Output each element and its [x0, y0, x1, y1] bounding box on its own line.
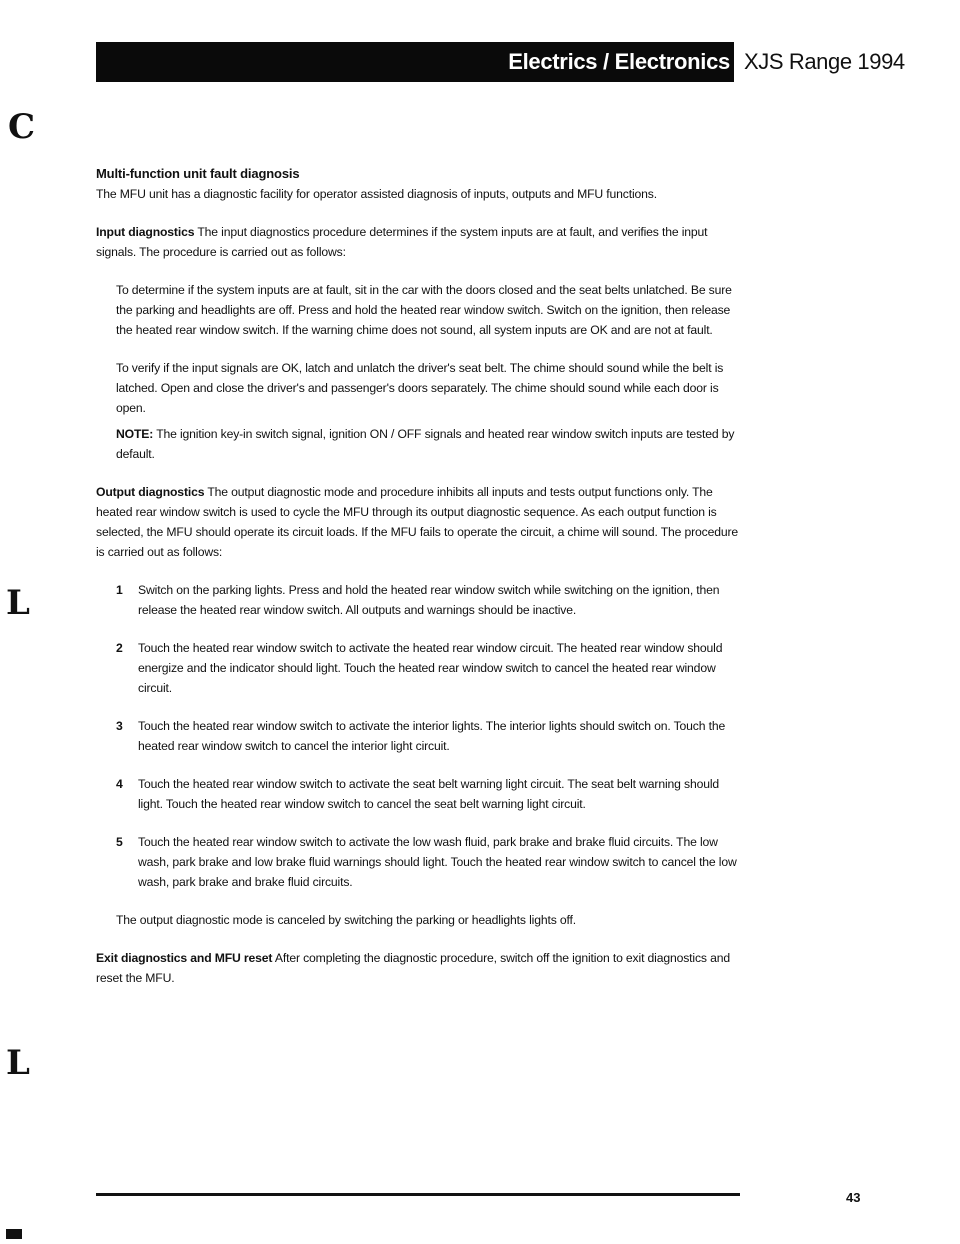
step-item [96, 638, 746, 698]
step-number: 3 [116, 719, 123, 733]
page-heading: Multi-function unit fault diagnosis [96, 166, 300, 181]
footer-rule [96, 1193, 740, 1196]
input-diagnostics-paragraph [96, 222, 746, 262]
step-text: Touch the heated rear window switch to activate the seat belt warning light circuit. The seat belt warning should light. Touch the heated rear window switch to cancel the seat belt warning light circuit. [138, 777, 720, 811]
step-text: Touch the heated rear window switch to activate the heated rear window circuit. The heated rear window should energize and the indicator should light. Touch the heated rear window switch to cancel the heated rear window circuit. [138, 641, 723, 695]
document-title: XJS Range 1994 [744, 49, 905, 74]
note-text: The ignition key-in switch signal, ignition ON / OFF signals and heated rear window switch inputs are tested by default. [116, 427, 735, 461]
step-item [96, 774, 746, 814]
page-content [96, 164, 746, 988]
input-diagnostics-lead: Input diagnostics [96, 225, 195, 239]
step-item [96, 580, 746, 620]
exit-diagnostics-lead: Exit diagnostics and MFU reset [96, 951, 273, 965]
step-text: Touch the heated rear window switch to activate the low wash fluid, park brake and brake fluid circuits. The low wash, park brake and low brake fluid warnings should light. Touch the heated rear window switch to cancel the low wash, park brake and brake fluid circuits. [138, 835, 737, 889]
binder-mark-bottom: L [6, 1043, 30, 1083]
input-paragraph-2: To verify if the input signals are OK, latch and unlatch the driver's seat belt. The chime should sound while the belt is latched. Open and close the driver's and passenger's doors separately. The chime should sound while each door is open. [116, 361, 724, 415]
input-diagnostics-text: The input diagnostics procedure determines if the system inputs are at fault, and verifies the input signals. The procedure is carried out as follows: [96, 225, 708, 259]
input-paragraph-1: To determine if the system inputs are at fault, sit in the car with the doors closed and the seat belts unlatched. Be sure the parking and headlights are off. Press and hold the heated rear window switch. Switch on the ignition, then release the heated rear window switch. If the warning chime does not sound, all system inputs are OK and are not at fault. [116, 283, 732, 337]
intro-paragraph: The MFU unit has a diagnostic facility for operator assisted diagnosis of inputs, outputs and MFU functions. [96, 187, 657, 201]
binder-mark-middle: L [6, 583, 30, 623]
output-closing-paragraph: The output diagnostic mode is canceled by switching the parking or headlights lights off. [116, 913, 576, 927]
step-text: Switch on the parking lights. Press and hold the heated rear window switch while switching on the ignition, then release the heated rear window switch. All outputs and warnings should be inactive. [138, 583, 720, 617]
output-diagnostics-lead: Output diagnostics [96, 485, 205, 499]
step-item [96, 716, 746, 756]
section-title: Electrics / Electronics [508, 49, 730, 74]
exit-diagnostics-paragraph [96, 948, 746, 988]
step-number: 2 [116, 641, 123, 655]
output-diagnostics-text: The output diagnostic mode and procedure inhibits all inputs and tests output functions only. The heated rear window switch is used to cycle the MFU through its output diagnostic sequence. As each output function is selected, the MFU should operate its circuit loads. If the MFU fails to operate the circuit, a chime will sound. The procedure is carried out as follows: [96, 485, 739, 559]
output-diagnostics-paragraph [96, 482, 746, 562]
page-number: 43 [846, 1190, 861, 1205]
corner-registration-mark [6, 1229, 22, 1239]
note-label: NOTE: [116, 427, 154, 441]
step-number: 1 [116, 583, 123, 597]
header-bar [96, 42, 734, 82]
step-text: Touch the heated rear window switch to activate the interior lights. The interior lights should switch on. Touch the heated rear window switch to cancel the interior light circuit. [138, 719, 726, 753]
exit-diagnostics-text: After completing the diagnostic procedure, switch off the ignition to exit diagnostics and reset the MFU. [96, 951, 730, 985]
step-item [96, 832, 746, 892]
note-paragraph [96, 424, 746, 464]
step-number: 4 [116, 777, 123, 791]
step-number: 5 [116, 835, 123, 849]
binder-mark-top: C [8, 107, 36, 147]
